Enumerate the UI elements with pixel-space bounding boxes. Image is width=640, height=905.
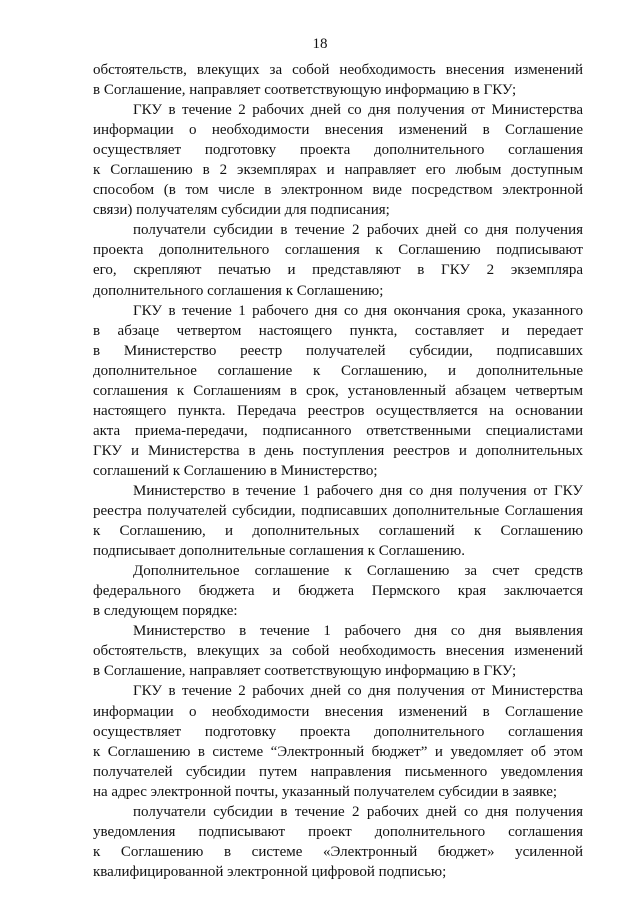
text-line: Министерство в течение 1 рабочего дня со дня получения от ГКУ xyxy=(133,482,583,499)
text-line: проекта дополнительного соглашения к Соглашению подписывают xyxy=(93,242,583,259)
text-line: осуществляет подготовку проекта дополнительного соглашения xyxy=(93,723,583,740)
page-number: 18 xyxy=(312,36,328,52)
text-line: Министерство в течение 1 рабочего дня со дня выявления xyxy=(133,623,583,640)
text-line: ГКУ в течение 1 рабочего дня со дня окончания срока, указанного xyxy=(133,302,583,319)
paragraph xyxy=(93,301,583,481)
paragraph xyxy=(93,100,583,220)
document-body xyxy=(93,60,583,882)
paragraph xyxy=(93,561,583,621)
text-line: в абзаце четвертом настоящего пункта, составляет и передает xyxy=(93,322,583,339)
text-line: дополнительное соглашение к Соглашению, и дополнительные xyxy=(93,362,583,379)
paragraph xyxy=(93,621,583,681)
text-line: информации о необходимости внесения изменений в Соглашение xyxy=(93,122,583,139)
paragraph xyxy=(93,60,583,100)
paragraph xyxy=(93,220,583,300)
text-line: реестра получателей субсидии, подписавших дополнительные Соглашения xyxy=(93,503,583,520)
text-line: квалифицированной электронной цифровой подписью; xyxy=(93,863,447,880)
text-line: в Министерство реестр получателей субсидии, подписавших xyxy=(93,342,583,359)
paragraph xyxy=(93,681,583,801)
text-line: обстоятельств, влекущих за собой необходимость внесения изменений xyxy=(93,62,583,78)
text-line: в Соглашение, направляет соответствующую информацию в ГКУ; xyxy=(93,82,517,99)
text-line: Дополнительное соглашение к Соглашению за счет средств xyxy=(133,563,583,580)
text-line: обстоятельств, влекущих за собой необходимость внесения изменений xyxy=(93,643,583,660)
text-line: информации о необходимости внесения изменений в Соглашение xyxy=(93,703,583,720)
text-line: ГКУ в течение 2 рабочих дней со дня получения от Министерства xyxy=(133,102,583,119)
text-line: дополнительного соглашения к Соглашению; xyxy=(93,282,384,299)
text-line: соглашения к Соглашениям в срок, установленный абзацем четвертым xyxy=(93,382,583,399)
text-line: в следующем порядке: xyxy=(93,603,238,620)
text-line: его, скрепляют печатью и представляют в ГКУ 2 экземпляра xyxy=(93,262,583,279)
text-line: к Соглашению в системе “Электронный бюджет” и уведомляет об этом xyxy=(93,743,583,760)
text-line: соглашений к Соглашению в Министерство; xyxy=(93,462,378,479)
paragraph xyxy=(93,802,583,882)
text-line: в Соглашение, направляет соответствующую информацию в ГКУ; xyxy=(93,663,517,680)
text-line: осуществляет подготовку проекта дополнительного соглашения xyxy=(93,142,583,159)
text-line: получателей субсидии путем направления письменного уведомления xyxy=(93,763,583,780)
text-line: подписывает дополнительные соглашения к Соглашению. xyxy=(93,543,465,560)
text-line: настоящего пункта. Передача реестров осуществляется на основании xyxy=(93,402,583,419)
text-line: способом (в том числе в электронном виде посредством электронной xyxy=(93,182,583,199)
paragraph xyxy=(93,481,583,561)
text-line: федерального бюджета и бюджета Пермского края заключается xyxy=(93,583,583,600)
text-line: акта приема-передачи, подписанного ответственными специалистами xyxy=(93,422,583,439)
text-line: получатели субсидии в течение 2 рабочих дней со дня получения xyxy=(133,803,583,820)
text-line: уведомления подписывают проект дополнительного соглашения xyxy=(93,823,583,840)
text-line: на адрес электронной почты, указанный получателем субсидии в заявке; xyxy=(93,783,558,800)
text-line: ГКУ и Министерства в день поступления реестров и дополнительных xyxy=(93,442,583,459)
text-line: ГКУ в течение 2 рабочих дней со дня получения от Министерства xyxy=(133,683,583,700)
text-line: к Соглашению, и дополнительных соглашений к Соглашению xyxy=(93,523,583,540)
text-line: получатели субсидии в течение 2 рабочих дней со дня получения xyxy=(133,222,583,239)
text-line: к Соглашению в 2 экземплярах и направляет его любым доступным xyxy=(93,162,583,179)
text-line: связи) получателям субсидии для подписания; xyxy=(93,202,390,219)
text-line: к Соглашению в системе «Электронный бюджет» усиленной xyxy=(93,843,583,860)
